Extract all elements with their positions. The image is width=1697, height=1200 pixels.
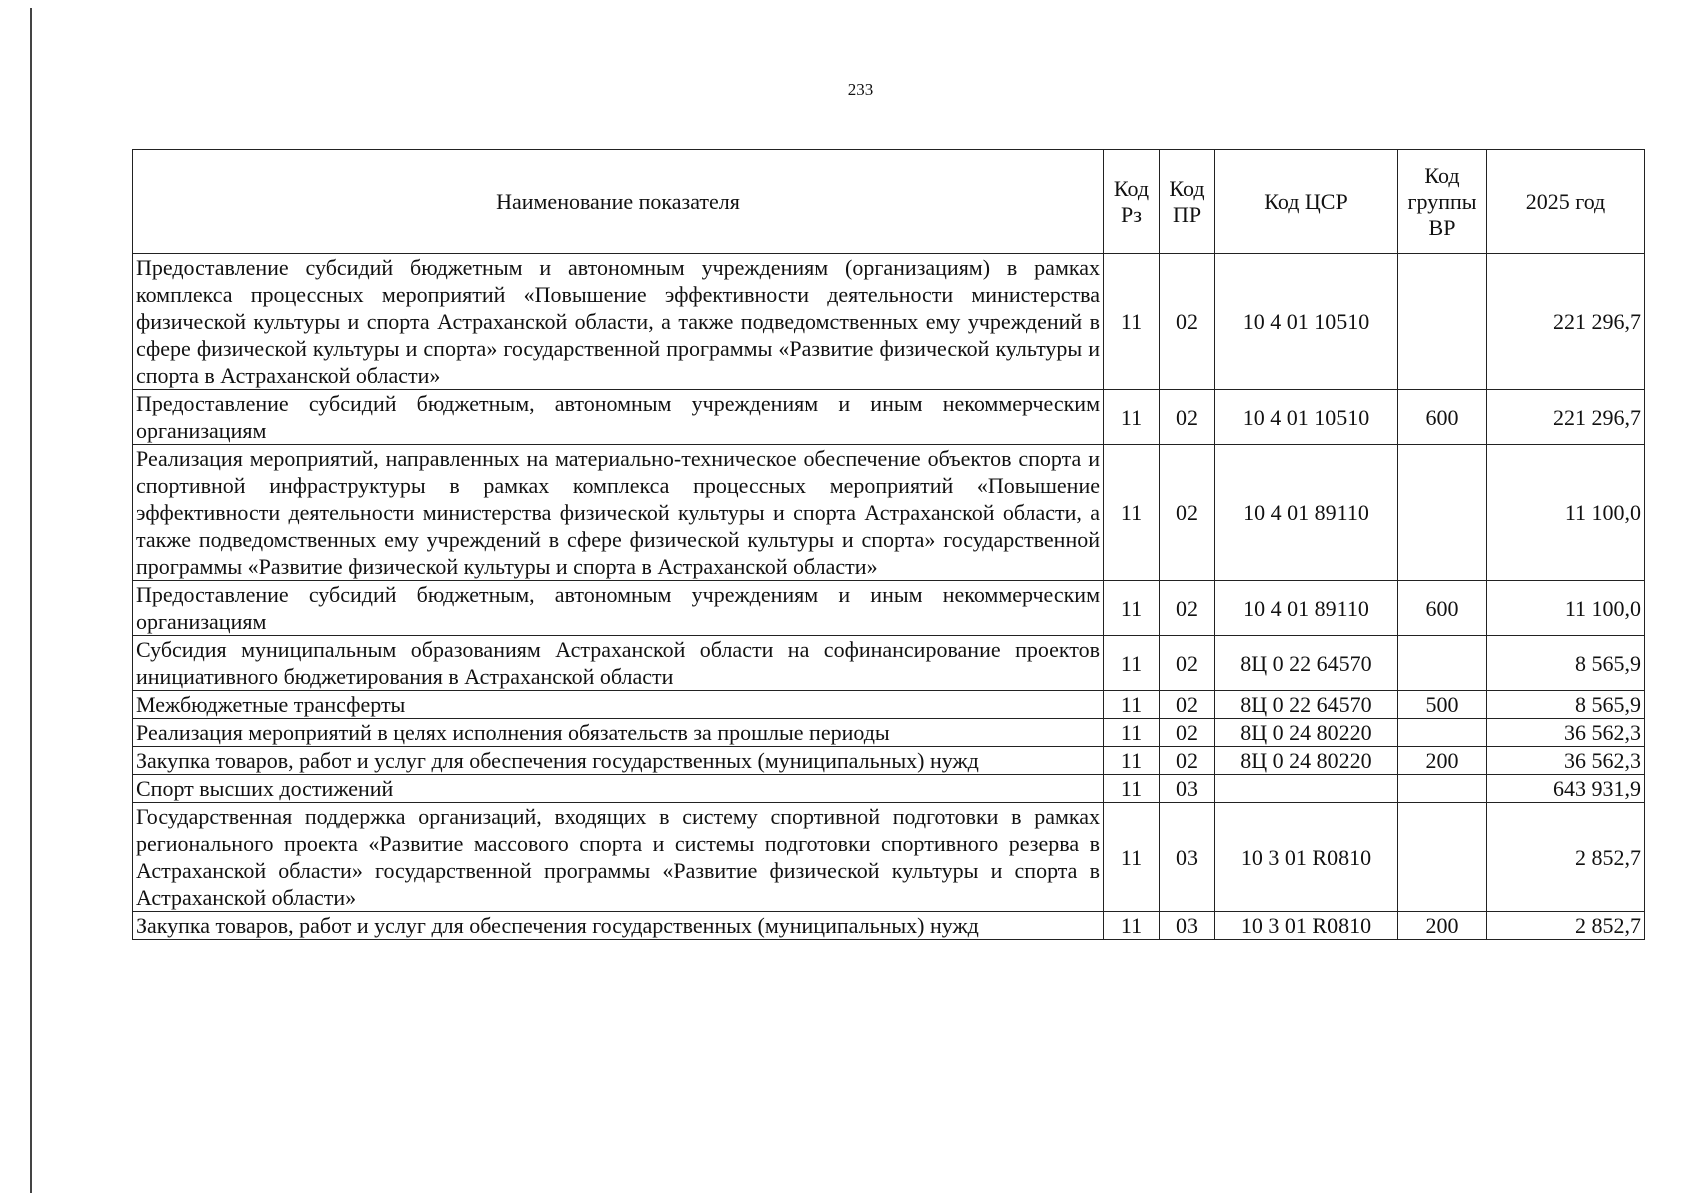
row-name: Спорт высших достижений [133,775,1104,803]
row-rz: 11 [1104,803,1160,912]
table-row [133,747,1645,775]
row-name: Предоставление субсидий бюджетным, автономным учреждениям и иным некоммерческим организациям [133,581,1104,636]
row-pr: 03 [1160,775,1215,803]
row-csr: 8Ц 0 22 64570 [1215,691,1398,719]
row-vr: 600 [1398,581,1487,636]
header-rz: Код Рз [1104,150,1160,254]
row-amount: 36 562,3 [1487,719,1645,747]
row-pr: 02 [1160,390,1215,445]
row-amount: 36 562,3 [1487,747,1645,775]
row-amount: 221 296,7 [1487,390,1645,445]
budget-table [132,149,1645,940]
header-vr: Код группы ВР [1398,150,1487,254]
row-vr [1398,803,1487,912]
row-pr: 02 [1160,747,1215,775]
header-pr: Код ПР [1160,150,1215,254]
row-name: Предоставление субсидий бюджетным, автономным учреждениям и иным некоммерческим организациям [133,390,1104,445]
row-vr: 200 [1398,912,1487,940]
row-amount: 643 931,9 [1487,775,1645,803]
row-pr: 02 [1160,691,1215,719]
header-year: 2025 год [1487,150,1645,254]
row-pr: 02 [1160,581,1215,636]
row-rz: 11 [1104,254,1160,390]
row-vr: 600 [1398,390,1487,445]
row-pr: 02 [1160,636,1215,691]
page-number: 233 [847,80,874,99]
row-name: Реализация мероприятий в целях исполнения обязательств за прошлые периоды [133,719,1104,747]
row-rz: 11 [1104,445,1160,581]
table-row [133,775,1645,803]
table-row [133,691,1645,719]
row-pr: 03 [1160,912,1215,940]
row-csr: 10 4 01 89110 [1215,445,1398,581]
table-row [133,581,1645,636]
row-csr: 10 4 01 10510 [1215,390,1398,445]
row-rz: 11 [1104,775,1160,803]
row-name: Закупка товаров, работ и услуг для обеспечения государственных (муниципальных) нужд [133,912,1104,940]
table-row [133,254,1645,390]
row-csr: 8Ц 0 24 80220 [1215,719,1398,747]
table-row [133,445,1645,581]
row-name: Государственная поддержка организаций, входящих в систему спортивной подготовки в рамках регионального проекта «Развитие массового спорта и системы подготовки спортивного резерва в Астраханской области» государственной программы «Развитие физической культуры и спорта в Астраханской области» [133,803,1104,912]
row-name: Предоставление субсидий бюджетным и автономным учреждениям (организациям) в рамках комплекса процессных мероприятий «Повышение эффективности деятельности министерства физической культуры и спорта Астраханской области, а также подведомственных ему учреждений в сфере физической культуры и спорта» государственной программы «Развитие физической культуры и спорта в Астраханской области» [133,254,1104,390]
row-amount: 2 852,7 [1487,912,1645,940]
row-amount: 8 565,9 [1487,636,1645,691]
row-pr: 02 [1160,445,1215,581]
row-amount: 11 100,0 [1487,581,1645,636]
row-pr: 02 [1160,254,1215,390]
row-amount: 8 565,9 [1487,691,1645,719]
row-pr: 03 [1160,803,1215,912]
row-vr: 200 [1398,747,1487,775]
row-name: Закупка товаров, работ и услуг для обеспечения государственных (муниципальных) нужд [133,747,1104,775]
row-csr: 8Ц 0 24 80220 [1215,747,1398,775]
row-csr: 10 4 01 89110 [1215,581,1398,636]
row-pr: 02 [1160,719,1215,747]
row-name: Реализация мероприятий, направленных на материально-техническое обеспечение объектов спорта и спортивной инфраструктуры в рамках комплекса процессных мероприятий «Повышение эффективности деятельности министерства физической культуры и спорта Астраханской области, а также подведомственных ему учреждений в сфере физической культуры и спорта» государственной программы «Развитие физической культуры и спорта в Астраханской области» [133,445,1104,581]
row-vr [1398,636,1487,691]
row-vr [1398,775,1487,803]
row-csr [1215,775,1398,803]
row-rz: 11 [1104,691,1160,719]
row-amount: 2 852,7 [1487,803,1645,912]
row-csr: 10 3 01 R0810 [1215,803,1398,912]
row-rz: 11 [1104,747,1160,775]
row-rz: 11 [1104,719,1160,747]
row-name: Межбюджетные трансферты [133,691,1104,719]
row-amount: 221 296,7 [1487,254,1645,390]
left-margin-rule [30,8,32,1193]
row-csr: 10 4 01 10510 [1215,254,1398,390]
row-rz: 11 [1104,581,1160,636]
table-header-row [133,150,1645,254]
row-vr [1398,254,1487,390]
row-rz: 11 [1104,636,1160,691]
row-vr [1398,719,1487,747]
row-vr [1398,445,1487,581]
table-row [133,912,1645,940]
header-csr: Код ЦСР [1215,150,1398,254]
table-row [133,719,1645,747]
row-rz: 11 [1104,912,1160,940]
table-row [133,803,1645,912]
row-name: Субсидия муниципальным образованиям Астраханской области на софинансирование проектов инициативного бюджетирования в Астраханской области [133,636,1104,691]
table-row [133,390,1645,445]
row-csr: 10 3 01 R0810 [1215,912,1398,940]
row-csr: 8Ц 0 22 64570 [1215,636,1398,691]
row-rz: 11 [1104,390,1160,445]
table-row [133,636,1645,691]
row-amount: 11 100,0 [1487,445,1645,581]
header-name: Наименование показателя [133,150,1104,254]
row-vr: 500 [1398,691,1487,719]
